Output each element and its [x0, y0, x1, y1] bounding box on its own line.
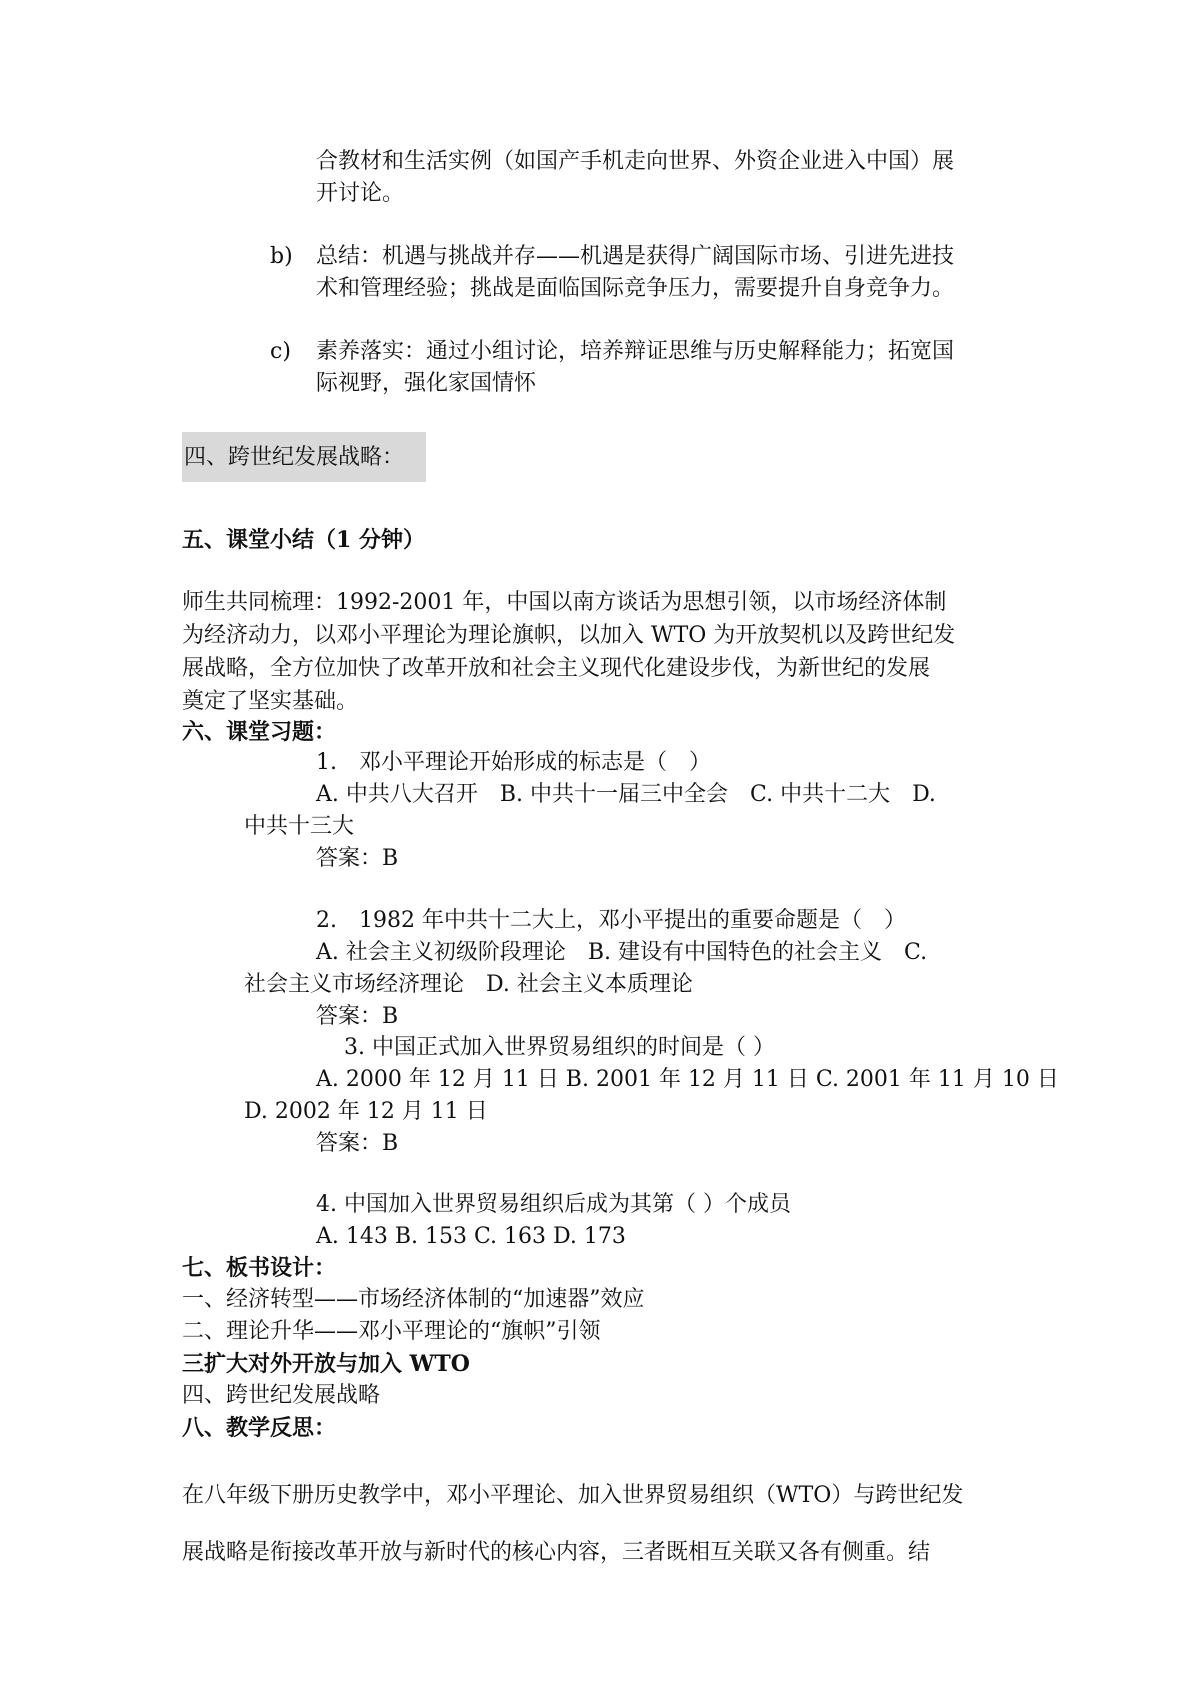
board-outline-item: 一、经济转型——市场经济体制的“加速器”效应 — [182, 1287, 645, 1312]
board-outline-item: 四、跨世纪发展战略 — [182, 1383, 381, 1408]
answer-key: 答案：B — [316, 846, 399, 871]
answer-options: A. 2000 年 12 月 11 日 B. 2001 年 12 月 11 日 C. 2001 年 11 月 10 日 — [316, 1067, 1059, 1092]
answer-options: A. 社会主义初级阶段理论 B. 建设有中国特色的社会主义 C. — [316, 940, 928, 965]
paragraph-line: 开讨论。 — [316, 181, 405, 206]
answer-key: 答案：B — [316, 1004, 399, 1029]
paragraph-line: 展战略，全方位加快了改革开放和社会主义现代化建设步伐，为新世纪的发展 — [182, 656, 931, 681]
question: 4. 中国加入世界贸易组织后成为其第（ ）个成员 — [316, 1192, 791, 1217]
answer-options: A. 143 B. 153 C. 163 D. 173 — [316, 1224, 626, 1249]
section-heading: 七、板书设计： — [182, 1255, 337, 1281]
paragraph-line: 际视野，强化家国情怀 — [316, 371, 537, 396]
paragraph-line: 在八年级下册历史教学中，邓小平理论、加入世界贸易组织（WTO）与跨世纪发 — [182, 1483, 964, 1508]
section-heading: 四、跨世纪发展战略： — [184, 445, 405, 470]
section-heading: 六、课堂习题： — [182, 719, 337, 745]
answer-options: 社会主义市场经济理论 D. 社会主义本质理论 — [244, 972, 693, 997]
paragraph-line: 总结：机遇与挑战并存——机遇是获得广阔国际市场、引进先进技 — [316, 244, 955, 269]
paragraph-line: 为经济动力，以邓小平理论为理论旗帜，以加入 WTO 为开放契机以及跨世纪发 — [182, 623, 956, 648]
list-marker: c) — [270, 339, 291, 364]
section-heading: 八、教学反思： — [182, 1415, 337, 1441]
paragraph-line: 奠定了坚实基础。 — [182, 689, 359, 714]
section-heading: 五、课堂小结（1 分钟） — [182, 527, 425, 553]
paragraph-line: 术和管理经验；挑战是面临国际竞争压力，需要提升自身竞争力。 — [316, 276, 955, 301]
question: 1. 邓小平理论开始形成的标志是（ ） — [316, 750, 711, 775]
answer-options: A. 中共八大召开 B. 中共十一届三中全会 C. 中共十二大 D. — [316, 782, 936, 807]
paragraph-line: 展战略是衔接改革开放与新时代的核心内容，三者既相互关联又各有侧重。结 — [182, 1540, 931, 1565]
board-outline-item: 三扩大对外开放与加入 WTO — [182, 1351, 470, 1377]
board-outline-item: 二、理论升华——邓小平理论的“旗帜”引领 — [182, 1319, 601, 1344]
question: 3. 中国正式加入世界贸易组织的时间是（ ） — [344, 1035, 775, 1060]
answer-key: 答案：B — [316, 1131, 399, 1156]
list-marker: b) — [270, 244, 293, 269]
answer-options: D. 2002 年 12 月 11 日 — [244, 1099, 488, 1124]
paragraph-line: 师生共同梳理：1992-2001 年，中国以南方谈话为思想引领，以市场经济体制 — [182, 590, 947, 615]
paragraph-line: 合教材和生活实例（如国产手机走向世界、外资企业进入中国）展 — [316, 149, 955, 174]
paragraph-line: 素养落实：通过小组讨论，培养辩证思维与历史解释能力；拓宽国 — [316, 339, 955, 364]
answer-options: 中共十三大 — [244, 814, 355, 839]
question: 2. 1982 年中共十二大上，邓小平提出的重要命题是（ ） — [316, 908, 906, 933]
